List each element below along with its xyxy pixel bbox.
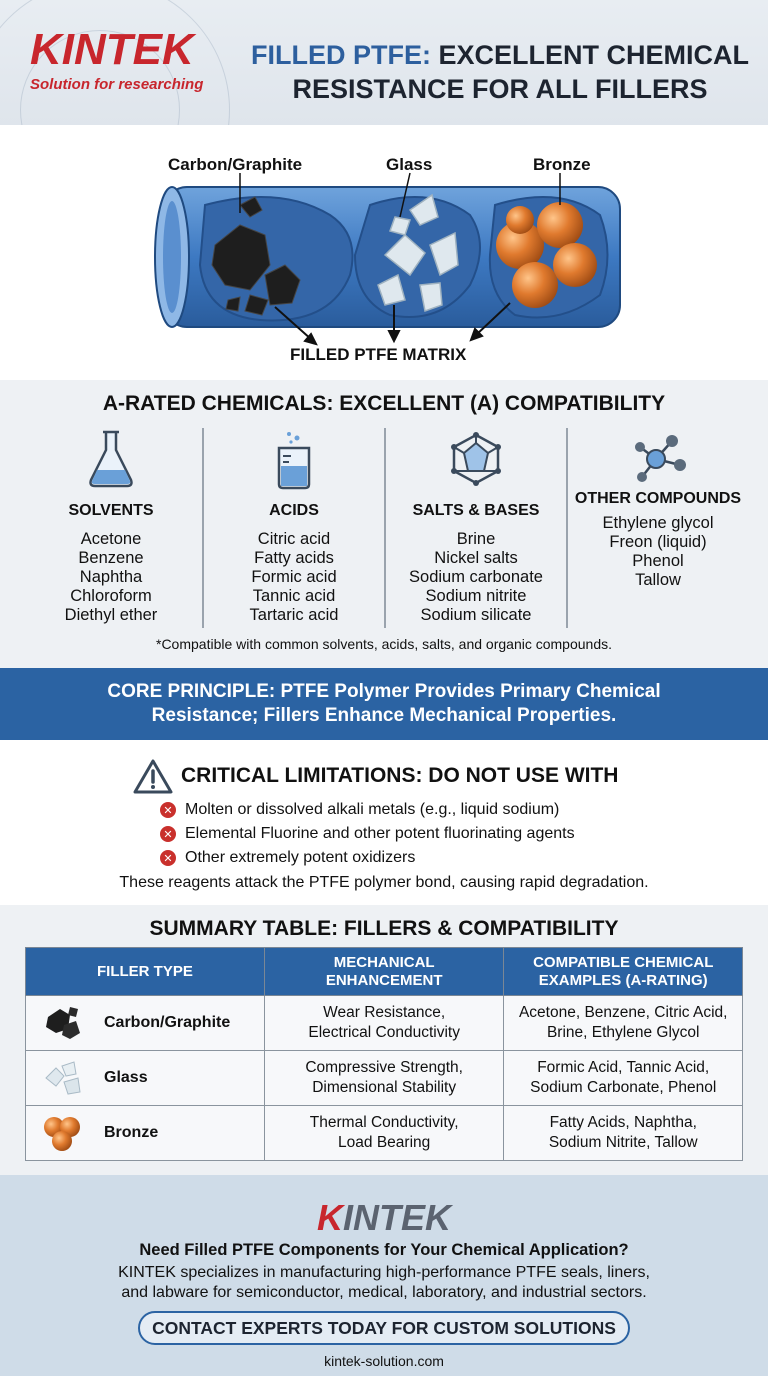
mech-cell bbox=[264, 996, 504, 1051]
a-rated-title: A-RATED CHEMICALS: EXCELLENT (A) COMPATIBILITY bbox=[102, 392, 666, 415]
critical-limitations-section bbox=[0, 740, 768, 905]
chemical-item: Tannic acid bbox=[252, 587, 336, 605]
title-part2: EXCELLENT CHEMICAL bbox=[438, 40, 749, 70]
title-line2: RESISTANCE FOR ALL FILLERS bbox=[292, 74, 708, 104]
carbon-chunks-icon bbox=[40, 1003, 84, 1043]
column-other-compounds bbox=[566, 428, 748, 628]
website-link[interactable]: kintek-solution.com bbox=[324, 1353, 444, 1369]
chemical-item: Sodium silicate bbox=[420, 606, 532, 624]
logo-wordmark: KINTEK bbox=[30, 25, 194, 74]
chemical-item: Diethyl ether bbox=[64, 606, 158, 624]
filler-cell bbox=[26, 996, 265, 1051]
critical-title bbox=[133, 758, 618, 794]
bronze-spheres-icon bbox=[40, 1113, 84, 1153]
cell-line: Sodium Nitrite, Tallow bbox=[548, 1134, 698, 1151]
table-row bbox=[26, 1106, 743, 1161]
chemical-list bbox=[20, 530, 202, 625]
column-head: SOLVENTS bbox=[68, 502, 154, 519]
core-line1: CORE PRINCIPLE: PTFE Polymer Provides Primary Chemical bbox=[107, 681, 661, 702]
molecule-icon bbox=[568, 428, 748, 490]
description-line: KINTEK specializes in manufacturing high-performance PTFE seals, liners, bbox=[118, 1264, 650, 1281]
table-row bbox=[26, 996, 743, 1051]
x-circle-icon: ✕ bbox=[160, 802, 176, 818]
chemical-item: Tartaric acid bbox=[249, 606, 339, 624]
critical-list bbox=[160, 798, 575, 870]
table-header-chemical bbox=[504, 948, 743, 996]
chemical-item: Phenol bbox=[632, 552, 684, 570]
header bbox=[0, 0, 768, 125]
core-line2: Resistance; Fillers Enhance Mechanical Properties. bbox=[151, 705, 617, 726]
crystal-icon bbox=[386, 428, 566, 490]
chemical-item: Brine bbox=[456, 530, 496, 548]
chemical-item: Ethylene glycol bbox=[602, 514, 714, 532]
table-header-mechanical bbox=[264, 948, 504, 996]
chemical-item: Citric acid bbox=[257, 530, 331, 548]
filler-label-carbon: Carbon/Graphite bbox=[168, 155, 303, 174]
table-header-filler bbox=[26, 948, 265, 996]
chemical-item: Sodium nitrite bbox=[425, 587, 527, 605]
cell-line: Electrical Conductivity bbox=[308, 1024, 460, 1041]
chemical-item: Naphtha bbox=[79, 568, 143, 586]
cell-line: Wear Resistance, bbox=[323, 1004, 446, 1021]
filler-name: Glass bbox=[104, 1069, 148, 1086]
filler-name: Bronze bbox=[104, 1124, 159, 1141]
header-line: EXAMPLES (A-RATING) bbox=[538, 971, 708, 989]
description-line: and labware for semiconductor, medical, laboratory, and industrial sectors. bbox=[121, 1284, 647, 1301]
column-head: SALTS & BASES bbox=[412, 502, 540, 519]
mech-cell bbox=[264, 1051, 504, 1106]
critical-item-text: Elemental Fluorine and other potent fluorinating agents bbox=[185, 825, 575, 842]
cell-line: Fatty Acids, Naphtha, bbox=[549, 1114, 697, 1131]
chemical-item: Benzene bbox=[78, 549, 144, 567]
table-header-row bbox=[26, 948, 743, 996]
summary-section bbox=[0, 905, 768, 1175]
chemical-item: Fatty acids bbox=[254, 549, 334, 567]
filler-cell bbox=[26, 1051, 265, 1106]
filler-cell bbox=[26, 1106, 265, 1161]
column-solvents bbox=[20, 428, 202, 628]
chemical-list bbox=[386, 530, 566, 625]
critical-title-text: CRITICAL LIMITATIONS: DO NOT USE WITH bbox=[181, 764, 619, 787]
chemical-item: Nickel salts bbox=[434, 549, 518, 567]
ptfe-matrix-section bbox=[0, 125, 768, 380]
header-line: ENHANCEMENT bbox=[325, 971, 443, 989]
logo-tagline: Solution for researching bbox=[30, 76, 204, 93]
chemical-columns bbox=[20, 428, 750, 628]
page-title bbox=[240, 38, 760, 106]
chemical-item: Formic acid bbox=[251, 568, 337, 586]
a-rated-footnote: *Compatible with common solvents, acids, salts, and organic compounds. bbox=[156, 636, 612, 652]
cell-line: Sodium Carbonate, Phenol bbox=[530, 1079, 717, 1096]
a-rated-section bbox=[0, 380, 768, 668]
table-row bbox=[26, 1051, 743, 1106]
chemical-item: Freon (liquid) bbox=[609, 533, 707, 551]
summary-title: SUMMARY TABLE: FILLERS & COMPATIBILITY bbox=[149, 917, 619, 940]
cell-line: Brine, Ethylene Glycol bbox=[546, 1024, 700, 1041]
chemical-list bbox=[204, 530, 384, 625]
cell-line: Dimensional Stability bbox=[312, 1079, 457, 1096]
critical-item-text: Molten or dissolved alkali metals (e.g., liquid sodium) bbox=[185, 801, 560, 818]
chemical-item: Acetone bbox=[80, 530, 142, 548]
critical-item bbox=[160, 798, 575, 822]
column-acids bbox=[202, 428, 384, 628]
mech-cell bbox=[264, 1106, 504, 1161]
cell-line: Compressive Strength, bbox=[305, 1059, 463, 1076]
column-head: ACIDS bbox=[269, 502, 319, 519]
core-principle-banner bbox=[0, 668, 768, 740]
critical-item bbox=[160, 822, 575, 846]
summary-table bbox=[25, 947, 743, 1161]
critical-item-text: Other extremely potent oxidizers bbox=[185, 849, 416, 866]
kintek-logo[interactable] bbox=[30, 25, 204, 93]
filler-label-bronze: Bronze bbox=[533, 155, 591, 174]
logo-letter: K bbox=[317, 1197, 343, 1238]
chemical-item: Chloroform bbox=[70, 587, 152, 605]
chemical-list bbox=[568, 514, 748, 590]
beaker-icon bbox=[204, 428, 384, 490]
header-line: MECHANICAL bbox=[333, 953, 435, 971]
chem-cell bbox=[504, 996, 743, 1051]
flask-icon bbox=[20, 428, 202, 490]
critical-item bbox=[160, 846, 575, 870]
x-circle-icon: ✕ bbox=[160, 826, 176, 842]
warning-icon bbox=[133, 758, 173, 794]
header-line: FILLER TYPE bbox=[97, 962, 193, 980]
chemical-item: Tallow bbox=[635, 571, 681, 589]
x-circle-icon: ✕ bbox=[160, 850, 176, 866]
column-salts-bases bbox=[384, 428, 566, 628]
cell-line: Thermal Conductivity, bbox=[309, 1114, 459, 1131]
filler-name: Carbon/Graphite bbox=[104, 1014, 231, 1031]
title-part1: FILLED PTFE: bbox=[251, 40, 431, 70]
footer-logo[interactable] bbox=[0, 1197, 768, 1239]
cell-line: Formic Acid, Tannic Acid, bbox=[537, 1059, 710, 1076]
cell-line: Load Bearing bbox=[338, 1134, 431, 1151]
matrix-caption: FILLED PTFE MATRIX bbox=[290, 345, 467, 364]
ptfe-tube-illustration bbox=[0, 125, 768, 380]
chemical-item: Sodium carbonate bbox=[409, 568, 543, 586]
critical-note: These reagents attack the PTFE polymer bond, causing rapid degradation. bbox=[119, 874, 649, 891]
cell-line: Acetone, Benzene, Citric Acid, bbox=[518, 1004, 728, 1021]
contact-experts-button[interactable]: CONTACT EXPERTS TODAY FOR CUSTOM SOLUTIONS bbox=[138, 1311, 630, 1345]
chem-cell bbox=[504, 1106, 743, 1161]
column-head: OTHER COMPOUNDS bbox=[574, 490, 742, 507]
footer bbox=[0, 1175, 768, 1376]
filler-label-glass: Glass bbox=[386, 155, 433, 174]
header-line: COMPATIBLE CHEMICAL bbox=[533, 953, 714, 971]
footer-description bbox=[0, 1263, 768, 1303]
glass-shards-icon bbox=[40, 1058, 84, 1098]
logo-rest: INTEK bbox=[343, 1197, 451, 1238]
chem-cell bbox=[504, 1051, 743, 1106]
footer-question: Need Filled PTFE Components for Your Chemical Application? bbox=[139, 1241, 629, 1259]
